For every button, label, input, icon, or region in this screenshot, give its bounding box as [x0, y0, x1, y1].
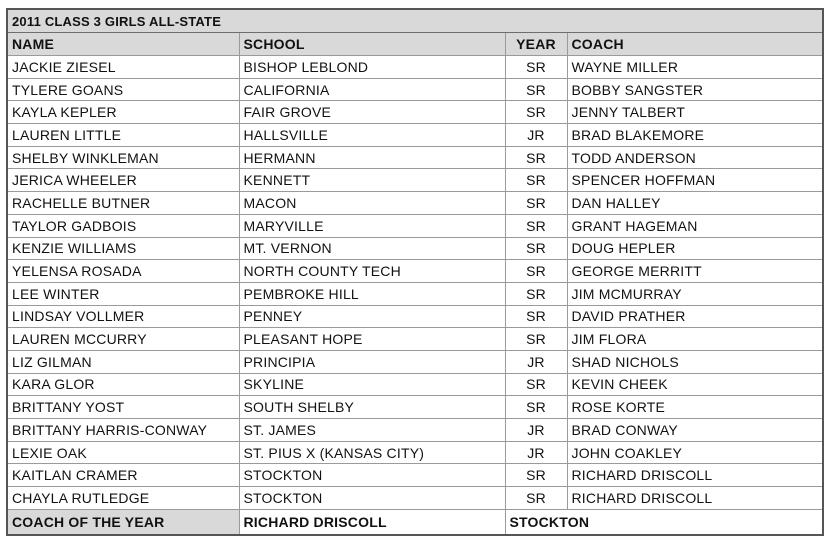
cell-school: FAIR GROVE	[239, 101, 505, 124]
all-state-table-container	[6, 8, 824, 536]
cell-school: MT. VERNON	[239, 237, 505, 260]
cell-school: HERMANN	[239, 146, 505, 169]
cell-name: TYLERE GOANS	[7, 78, 239, 101]
cell-year: SR	[505, 396, 567, 419]
cell-name: JERICA WHEELER	[7, 169, 239, 192]
cell-school: MARYVILLE	[239, 214, 505, 237]
cell-coach: KEVIN CHEEK	[567, 373, 823, 396]
cell-school: STOCKTON	[239, 464, 505, 487]
cell-coach: BRAD CONWAY	[567, 419, 823, 442]
cell-school: SOUTH SHELBY	[239, 396, 505, 419]
cell-name: KAYLA KEPLER	[7, 101, 239, 124]
table-row	[7, 56, 823, 79]
cell-school: STOCKTON	[239, 487, 505, 510]
cell-coach: SHAD NICHOLS	[567, 350, 823, 373]
cell-name: LINDSAY VOLLMER	[7, 305, 239, 328]
cell-coach: GRANT HAGEMAN	[567, 214, 823, 237]
table-row	[7, 214, 823, 237]
cell-name: LAUREN LITTLE	[7, 124, 239, 147]
cell-year: SR	[505, 192, 567, 215]
cell-school: HALLSVILLE	[239, 124, 505, 147]
table-row	[7, 282, 823, 305]
cell-coach: JIM MCMURRAY	[567, 282, 823, 305]
table-row	[7, 305, 823, 328]
cell-coach: SPENCER HOFFMAN	[567, 169, 823, 192]
table-title-row	[7, 9, 823, 33]
cell-name: KAITLAN CRAMER	[7, 464, 239, 487]
table-row	[7, 419, 823, 442]
table-row	[7, 350, 823, 373]
cell-coach: JIM FLORA	[567, 328, 823, 351]
cell-year: JR	[505, 124, 567, 147]
cell-year: SR	[505, 305, 567, 328]
cell-name: LEXIE OAK	[7, 441, 239, 464]
cell-coach: BOBBY SANGSTER	[567, 78, 823, 101]
cell-coach: JENNY TALBERT	[567, 101, 823, 124]
cell-name: BRITTANY YOST	[7, 396, 239, 419]
cell-coach: DOUG HEPLER	[567, 237, 823, 260]
cell-coach: DAVID PRATHER	[567, 305, 823, 328]
cell-coach: DAN HALLEY	[567, 192, 823, 215]
table-row	[7, 169, 823, 192]
cell-name: LEE WINTER	[7, 282, 239, 305]
table-row	[7, 192, 823, 215]
cell-school: ST. PIUS X (KANSAS CITY)	[239, 441, 505, 464]
coach-of-the-year-school: STOCKTON	[505, 509, 823, 535]
cell-name: RACHELLE BUTNER	[7, 192, 239, 215]
cell-coach: BRAD BLAKEMORE	[567, 124, 823, 147]
cell-school: SKYLINE	[239, 373, 505, 396]
cell-year: JR	[505, 441, 567, 464]
table-row	[7, 487, 823, 510]
cell-coach: RICHARD DRISCOLL	[567, 487, 823, 510]
cell-coach: TODD ANDERSON	[567, 146, 823, 169]
coach-of-the-year-label: COACH OF THE YEAR	[7, 509, 239, 535]
cell-year: SR	[505, 169, 567, 192]
all-state-table	[6, 8, 824, 536]
header-coach: COACH	[567, 33, 823, 56]
cell-school: NORTH COUNTY TECH	[239, 260, 505, 283]
cell-coach: JOHN COAKLEY	[567, 441, 823, 464]
cell-name: TAYLOR GADBOIS	[7, 214, 239, 237]
cell-school: PLEASANT HOPE	[239, 328, 505, 351]
table-row	[7, 78, 823, 101]
table-row	[7, 396, 823, 419]
cell-year: SR	[505, 328, 567, 351]
cell-year: SR	[505, 260, 567, 283]
table-row	[7, 146, 823, 169]
table-row	[7, 237, 823, 260]
cell-coach: WAYNE MILLER	[567, 56, 823, 79]
cell-school: PENNEY	[239, 305, 505, 328]
cell-year: SR	[505, 78, 567, 101]
cell-school: KENNETT	[239, 169, 505, 192]
cell-year: SR	[505, 56, 567, 79]
table-row	[7, 328, 823, 351]
cell-year: JR	[505, 419, 567, 442]
table-row	[7, 124, 823, 147]
cell-coach: GEORGE MERRITT	[567, 260, 823, 283]
cell-school: BISHOP LEBLOND	[239, 56, 505, 79]
cell-name: BRITTANY HARRIS-CONWAY	[7, 419, 239, 442]
table-header-row	[7, 33, 823, 56]
coach-of-the-year-name: RICHARD DRISCOLL	[239, 509, 505, 535]
cell-year: SR	[505, 146, 567, 169]
cell-school: ST. JAMES	[239, 419, 505, 442]
cell-name: SHELBY WINKLEMAN	[7, 146, 239, 169]
header-school: SCHOOL	[239, 33, 505, 56]
cell-year: SR	[505, 237, 567, 260]
cell-name: LAUREN MCCURRY	[7, 328, 239, 351]
cell-year: SR	[505, 282, 567, 305]
coach-of-the-year-row	[7, 509, 823, 535]
cell-school: PEMBROKE HILL	[239, 282, 505, 305]
header-year: YEAR	[505, 33, 567, 56]
table-row	[7, 260, 823, 283]
cell-year: SR	[505, 487, 567, 510]
table-row	[7, 101, 823, 124]
cell-year: SR	[505, 101, 567, 124]
cell-name: YELENSA ROSADA	[7, 260, 239, 283]
table-row	[7, 464, 823, 487]
cell-school: PRINCIPIA	[239, 350, 505, 373]
cell-year: SR	[505, 464, 567, 487]
cell-school: CALIFORNIA	[239, 78, 505, 101]
cell-year: SR	[505, 373, 567, 396]
cell-coach: ROSE KORTE	[567, 396, 823, 419]
table-row	[7, 441, 823, 464]
table-title: 2011 CLASS 3 GIRLS ALL-STATE	[7, 9, 823, 33]
header-name: NAME	[7, 33, 239, 56]
cell-name: CHAYLA RUTLEDGE	[7, 487, 239, 510]
cell-name: KARA GLOR	[7, 373, 239, 396]
cell-school: MACON	[239, 192, 505, 215]
cell-year: JR	[505, 350, 567, 373]
cell-coach: RICHARD DRISCOLL	[567, 464, 823, 487]
cell-year: SR	[505, 214, 567, 237]
table-row	[7, 373, 823, 396]
cell-name: KENZIE WILLIAMS	[7, 237, 239, 260]
cell-name: JACKIE ZIESEL	[7, 56, 239, 79]
cell-name: LIZ GILMAN	[7, 350, 239, 373]
